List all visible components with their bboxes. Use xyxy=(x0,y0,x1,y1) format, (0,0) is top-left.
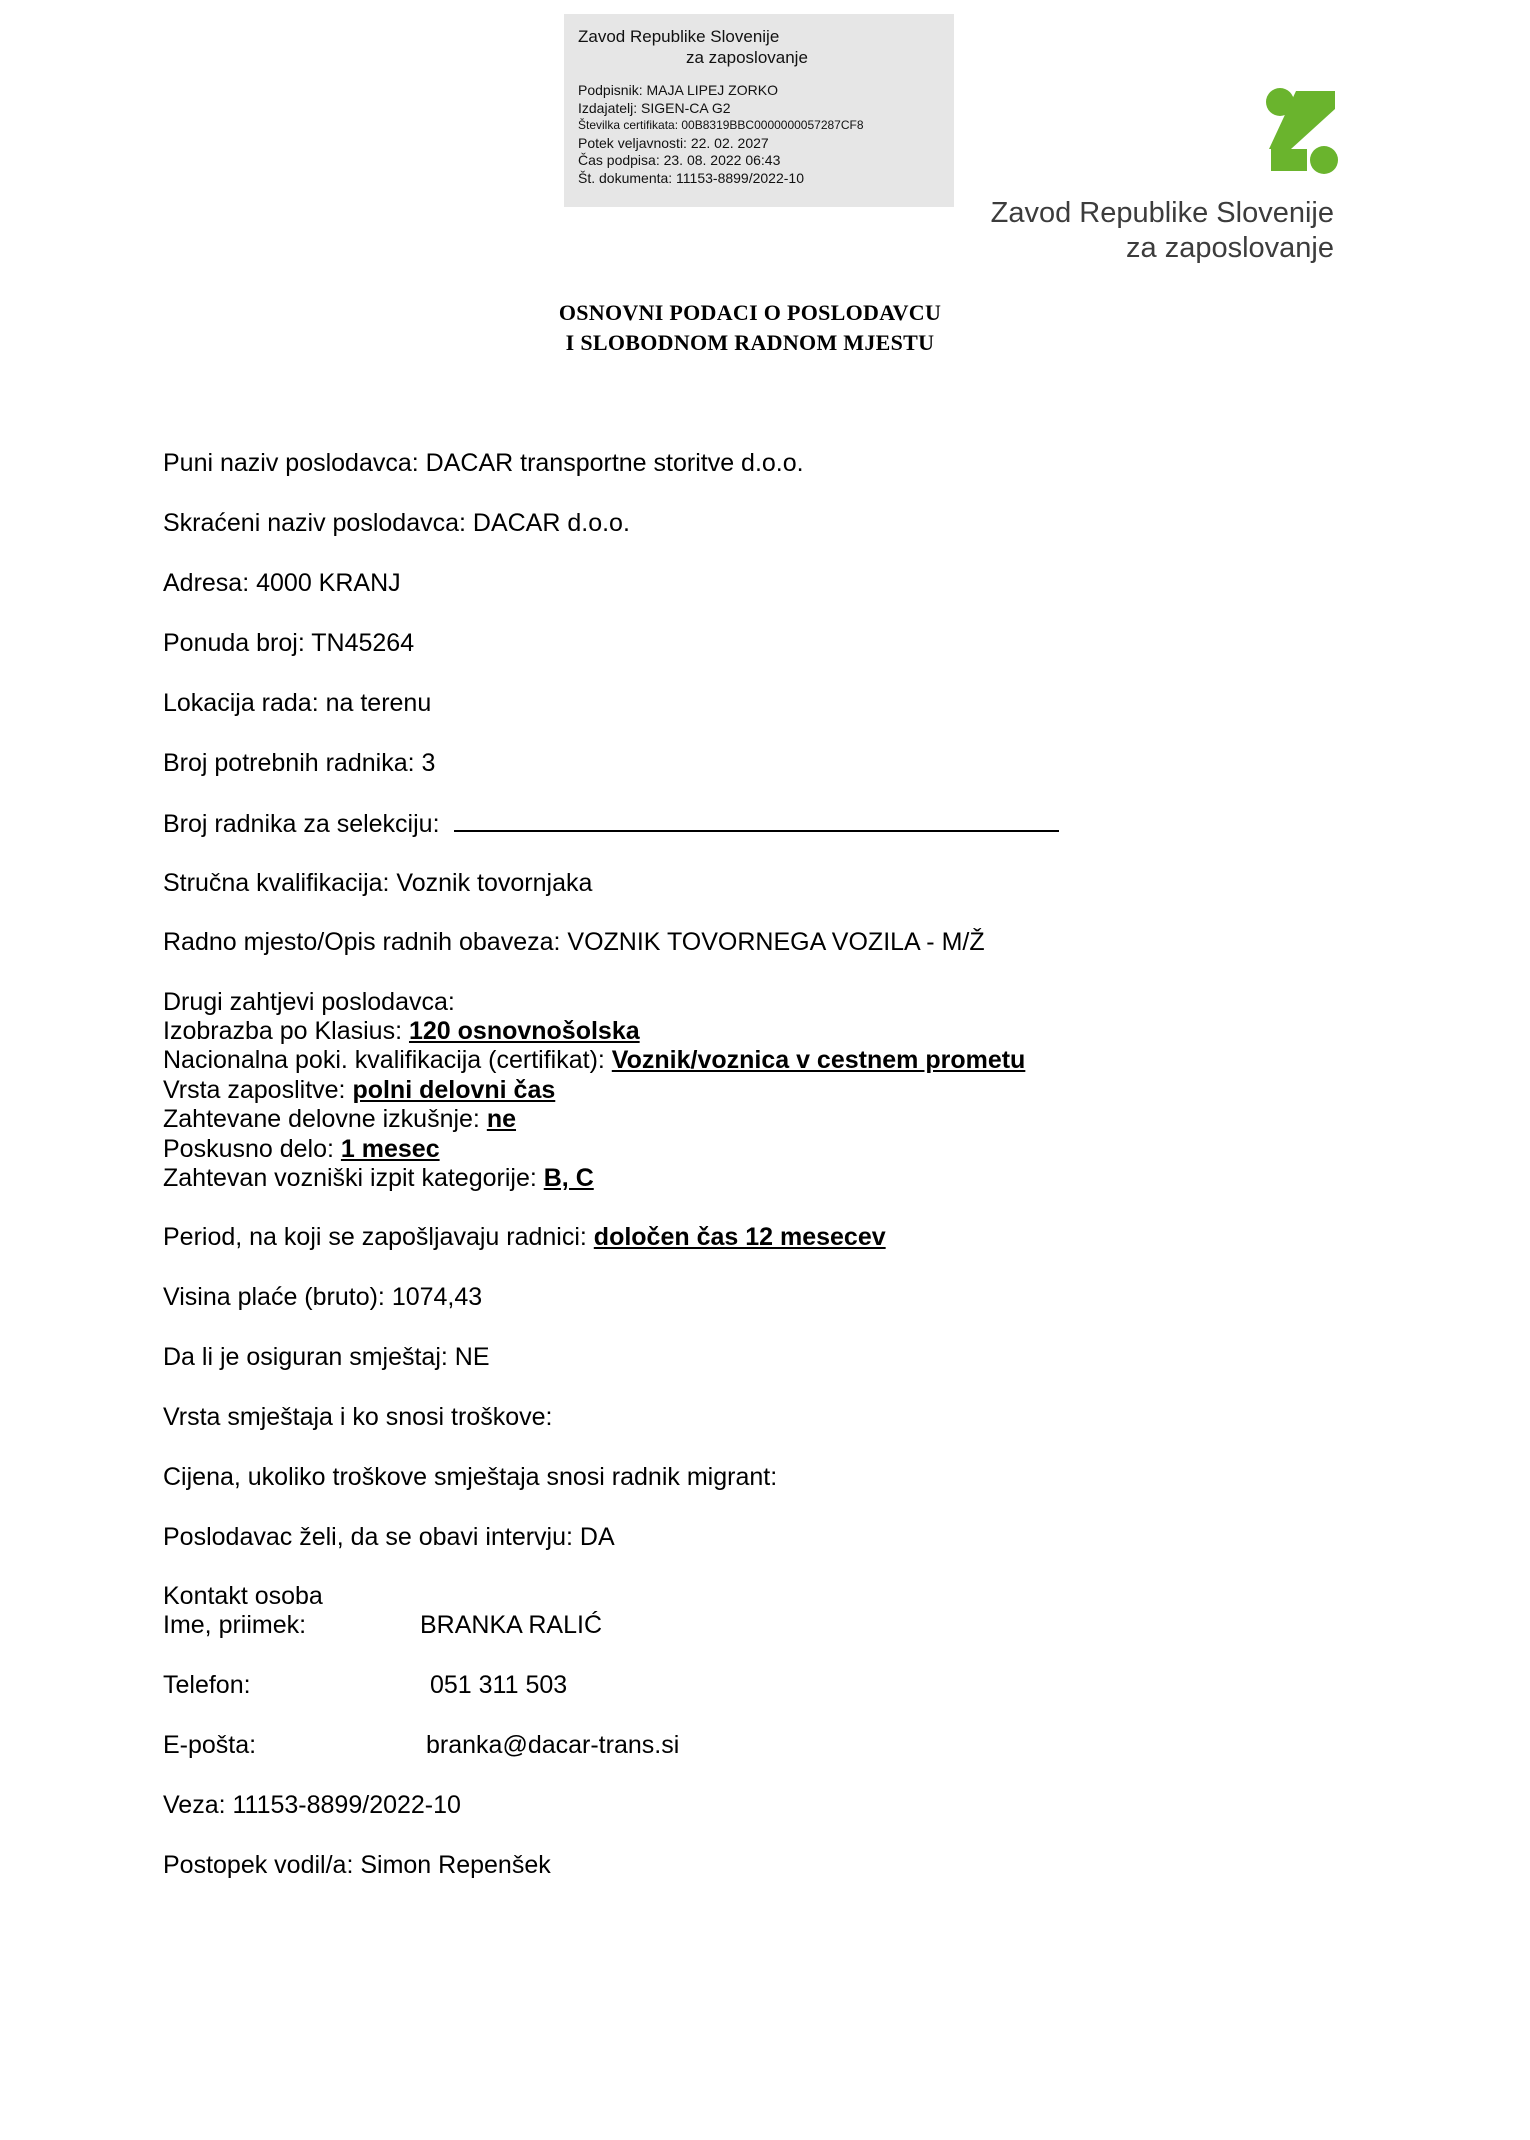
signature-issuer: Izdajatelj: SIGEN-CA G2 xyxy=(578,99,731,116)
field-license xyxy=(163,1163,594,1193)
phone-label: Telefon: xyxy=(163,1671,251,1699)
field-npk xyxy=(163,1045,1025,1075)
experience-value: ne xyxy=(486,1105,517,1133)
field-job: Radno mjesto/Opis radnih obaveza: VOZNIK TOVORNEGA VOZILA - M/Ž xyxy=(163,928,985,956)
contact-name-value: BRANKA RALIĆ xyxy=(420,1611,603,1639)
field-accommodation: Da li je osiguran smještaj: NE xyxy=(163,1343,490,1371)
field-offer-no: Ponuda broj: TN45264 xyxy=(163,629,415,657)
field-ref: Veza: 11153-8899/2022-10 xyxy=(163,1791,461,1819)
field-workers-selection xyxy=(163,808,1059,839)
employment-type-label: Vrsta zaposlitve: xyxy=(163,1076,353,1104)
signature-valid-until: Potek veljavnosti: 22. 02. 2027 xyxy=(578,134,769,151)
period-value: določen čas 12 mesecev xyxy=(593,1223,886,1251)
period-label: Period, na koji se zapošljavaju radnici: xyxy=(163,1223,594,1251)
signature-signer: Podpisnik: MAJA LIPEJ ZORKO xyxy=(578,82,778,98)
npk-value: Voznik/voznica v cestnem prometu xyxy=(611,1046,1026,1074)
document-title xyxy=(0,298,1500,358)
field-other-req-label: Drugi zahtjevi poslodavca: xyxy=(163,988,455,1016)
field-accommodation-type: Vrsta smještaja i ko snosi troškove: xyxy=(163,1403,553,1431)
field-salary: Visina plaće (bruto): 1074,43 xyxy=(163,1283,483,1311)
field-workers-needed: Broj potrebnih radnika: 3 xyxy=(163,749,436,777)
signature-doc-no: Št. dokumenta: 11153-8899/2022-10 xyxy=(578,169,804,186)
signature-stamp xyxy=(564,14,954,207)
field-contact-name xyxy=(163,1610,306,1640)
education-label: Izobrazba po Klasius: xyxy=(163,1017,409,1045)
license-value: B, C xyxy=(543,1164,594,1192)
probation-label: Poskusno delo: xyxy=(163,1135,341,1163)
field-experience xyxy=(163,1104,516,1134)
workers-selection-label: Broj radnika za selekciju: xyxy=(163,810,440,838)
employment-type-value: polni delovni čas xyxy=(352,1076,556,1104)
email-value: branka@dacar-trans.si xyxy=(426,1731,680,1759)
experience-label: Zahtevane delovne izkušnje: xyxy=(163,1105,487,1133)
field-period xyxy=(163,1222,886,1252)
field-employment-type xyxy=(163,1075,555,1105)
field-probation xyxy=(163,1134,440,1164)
field-qualification: Stručna kvalifikacija: Voznik tovornjaka xyxy=(163,869,593,897)
field-phone xyxy=(163,1670,251,1700)
signature-cert-no: Številka certifikata: 00B8319BBC0000000057287CF8 xyxy=(578,118,864,132)
signature-org-line1: Zavod Republike Slovenije xyxy=(578,27,780,46)
field-handler: Postopek vodil/a: Simon Repenšek xyxy=(163,1851,551,1879)
logo-name-line1: Zavod Republike Slovenije xyxy=(990,197,1334,229)
logo-wordmark xyxy=(991,196,1334,266)
field-interview: Poslodavac želi, da se obavi intervju: DA xyxy=(163,1523,615,1551)
field-contact-label: Kontakt osoba xyxy=(163,1582,323,1610)
phone-value: 051 311 503 xyxy=(430,1671,568,1699)
field-address: Adresa: 4000 KRANJ xyxy=(163,569,401,597)
field-full-name: Puni naziv poslodavca: DACAR transportne storitve d.o.o. xyxy=(163,449,804,477)
contact-name-label: Ime, priimek: xyxy=(163,1611,307,1639)
logo-name-line2: za zaposlovanje xyxy=(1126,232,1334,264)
probation-value: 1 mesec xyxy=(340,1135,440,1163)
field-education xyxy=(163,1016,640,1046)
signature-org-line2: za zaposlovanje xyxy=(686,48,808,67)
title-line1: OSNOVNI PODACI O POSLODAVCU xyxy=(558,300,942,325)
field-accommodation-price: Cijena, ukoliko troškove smještaja snosi radnik migrant: xyxy=(163,1463,778,1491)
workers-selection-blank-line xyxy=(454,808,1059,832)
field-email xyxy=(163,1730,256,1760)
npk-label: Nacionalna poki. kvalifikacija (certifikat): xyxy=(163,1046,612,1074)
zrss-logo-icon xyxy=(1263,87,1338,175)
education-value: 120 osnovnošolska xyxy=(408,1017,640,1045)
license-label: Zahtevan vozniški izpit kategorije: xyxy=(163,1164,544,1192)
email-label: E-pošta: xyxy=(163,1731,257,1759)
signature-signed-at: Čas podpisa: 23. 08. 2022 06:43 xyxy=(578,152,781,168)
title-line2: I SLOBODNOM RADNOM MJESTU xyxy=(565,330,935,355)
field-location: Lokacija rada: na terenu xyxy=(163,689,432,717)
field-short-name: Skraćeni naziv poslodavca: DACAR d.o.o. xyxy=(163,509,630,537)
